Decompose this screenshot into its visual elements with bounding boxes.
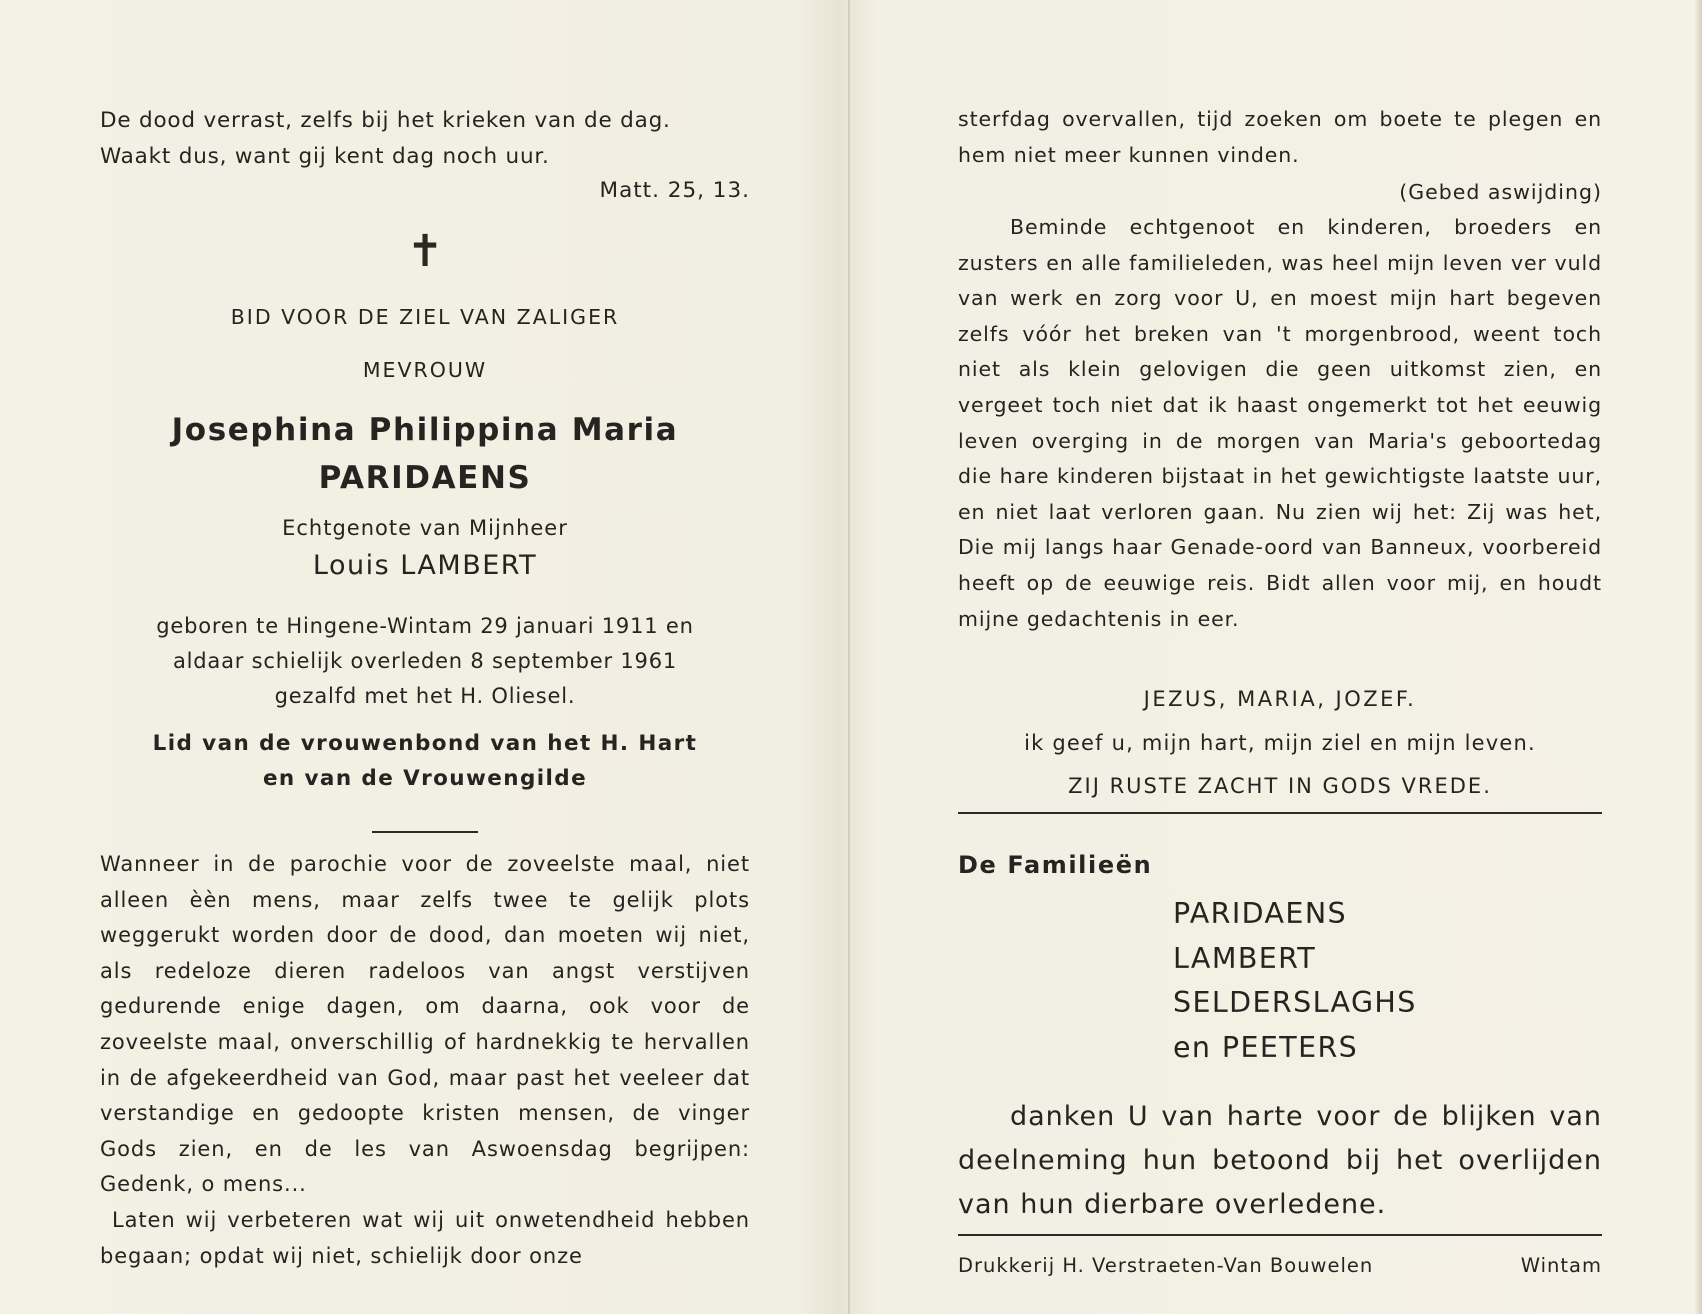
deceased-given-names: Josephina Philippina Maria — [171, 412, 679, 448]
thanks-text: danken U van harte voor de blijken van deelneming hun betoond bij het overlijden van hun dierbare overledene. — [958, 1101, 1602, 1220]
sacrament-line: gezalfd met het H. Oliesel. — [274, 684, 576, 708]
card-fold — [848, 0, 850, 1314]
sermon-paragraph-1: Wanneer in de parochie voor de zoveelste maal, niet alleen èèn mens, maar zelfs twee te gelijk plots weggerukt worden door de dood, dan moeten wij niet, als redeloze dieren radeloos van angst verstijven gedurende enige dagen, om daarna, ook voor de zoveelste maal, onverschillig of hardnekkig te hervallen in de afgekeerdheid van God, maar past het veeleer dat verstandige en gedoopte kristen mensen, de vinger Gods zien, en de les van Aswoensdag begrijpen: Gedenk, o mens... — [100, 852, 750, 1197]
membership-line-1: Lid van de vrouwenbond van het H. Hart — [152, 731, 698, 756]
short-divider — [372, 831, 478, 833]
prayer-reference: (Gebed aswijding) — [1399, 180, 1602, 204]
families-heading: De Familieën — [958, 851, 1153, 879]
offering-line: ik geef u, mijn hart, mijn ziel en mijn leven. — [1024, 731, 1536, 755]
printer-name: Drukkerij H. Verstraeten-Van Bouwelen — [958, 1254, 1374, 1277]
life-dates — [100, 609, 750, 714]
thanks-block — [958, 1095, 1602, 1227]
intro-line: BID VOOR DE ZIEL VAN ZALIGER — [230, 305, 620, 329]
family-name: en PEETERS — [1173, 1030, 1359, 1064]
verse-reference: Matt. 25, 13. — [599, 178, 750, 203]
title-line: MEVROUW — [362, 358, 488, 382]
bible-verse — [100, 103, 750, 174]
sermon-paragraph-2: Laten wij verbeteren wat wij uit onwetendheid hebben begaan; opdat wij niet, schielijk door onze — [100, 1207, 750, 1268]
membership — [100, 726, 750, 796]
sermon-text — [100, 847, 750, 1274]
farewell-text: Beminde echtgenoot en kinderen, broeders en zusters en alle familieleden, was heel mijn leven ver vuld van werk en zorg voor U, en moest mijn hart begeven zelfs vóór het breken van 't morgenbrood, weent toch niet als klein gelovigen die geen uitkomst zien, en vergeet toch niet dat ik haast ongemerkt tot het eeuwig leven overging in de morgen van Maria's geboortedag die hare kinderen bijstaat in het gewichtigste laatste uur, en niet laat verloren gaan. Nu zien wij het: Zij was het, Die mij langs haar Genade-oord van Banneux, voorbereid heeft op de eeuwige reis. Bidt allen voor mij, en houdt mijne gedachtenis in eer. — [958, 215, 1602, 631]
verse-line-1: De dood verrast, zelfs bij het krieken van de dag. — [100, 108, 671, 133]
spouse-label: Echtgenote van Mijnheer — [282, 516, 568, 540]
printer-line — [958, 1254, 1602, 1277]
farewell-message — [958, 210, 1602, 637]
rest-in-peace-line: ZIJ RUSTE ZACHT IN GODS VREDE. — [1068, 774, 1492, 798]
verse-line-2: Waakt dus, want gij kent dag noch uur. — [100, 143, 550, 169]
printer-place: Wintam — [1520, 1254, 1602, 1277]
birth-line: geboren te Hingene-Wintam 29 januari 1911 en — [156, 614, 694, 638]
card-edge-shadow — [1694, 0, 1702, 1314]
invocation: JEZUS, MARIA, JOZEF. — [1143, 687, 1417, 711]
prayer-text: sterfdag overvallen, tijd zoeken om boete te plegen en hem niet meer kunnen vinden. — [958, 107, 1602, 167]
family-name: LAMBERT — [1173, 941, 1317, 975]
membership-line-2: en van de Vrouwengilde — [262, 766, 588, 791]
long-divider — [958, 812, 1602, 814]
family-name: PARIDAENS — [1173, 897, 1348, 930]
death-line: aldaar schielijk overleden 8 september 1961 — [172, 649, 678, 673]
family-name: SELDERSLAGHS — [1173, 986, 1417, 1019]
prayer-continuation — [958, 102, 1602, 173]
families-list — [1173, 892, 1417, 1070]
cross-icon: ✝ — [406, 226, 444, 277]
footer-divider — [958, 1234, 1602, 1236]
spouse-name: Louis LAMBERT — [312, 550, 538, 581]
deceased-surname: PARIDAENS — [318, 460, 532, 496]
